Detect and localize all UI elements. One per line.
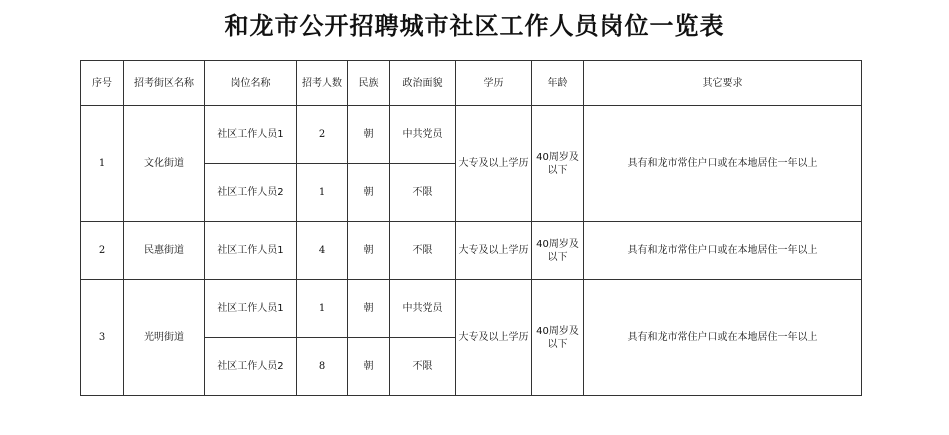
political-status: 中共党员 bbox=[390, 106, 456, 164]
header-count: 招考人数 bbox=[297, 61, 348, 106]
other-requirements: 具有和龙市常住户口或在本地居住一年以上 bbox=[584, 222, 862, 280]
ethnicity: 朝 bbox=[348, 164, 390, 222]
age-requirement: 40周岁及以下 bbox=[532, 222, 584, 280]
row-index: 2 bbox=[81, 222, 124, 280]
row-index: 3 bbox=[81, 280, 124, 396]
ethnicity: 朝 bbox=[348, 222, 390, 280]
header-street: 招考街区名称 bbox=[124, 61, 205, 106]
page-title: 和龙市公开招聘城市社区工作人员岗位一览表 bbox=[224, 11, 725, 40]
political-status: 不限 bbox=[390, 338, 456, 396]
ethnicity: 朝 bbox=[348, 280, 390, 338]
street-name: 文化街道 bbox=[124, 106, 205, 222]
political-status: 中共党员 bbox=[390, 280, 456, 338]
post-name: 社区工作人员2 bbox=[205, 164, 297, 222]
row-index: 1 bbox=[81, 106, 124, 222]
header-other: 其它要求 bbox=[584, 61, 862, 106]
header-politics: 政治面貌 bbox=[390, 61, 456, 106]
street-name: 民惠街道 bbox=[124, 222, 205, 280]
recruit-count: 4 bbox=[297, 222, 348, 280]
recruit-count: 2 bbox=[297, 106, 348, 164]
ethnicity: 朝 bbox=[348, 106, 390, 164]
age-requirement: 40周岁及以下 bbox=[532, 280, 584, 396]
post-name: 社区工作人员1 bbox=[205, 106, 297, 164]
education: 大专及以上学历 bbox=[456, 222, 532, 280]
post-name: 社区工作人员2 bbox=[205, 338, 297, 396]
other-requirements: 具有和龙市常住户口或在本地居住一年以上 bbox=[584, 280, 862, 396]
recruit-count: 1 bbox=[297, 164, 348, 222]
table-row bbox=[81, 106, 862, 164]
age-requirement: 40周岁及以下 bbox=[532, 106, 584, 222]
other-requirements: 具有和龙市常住户口或在本地居住一年以上 bbox=[584, 106, 862, 222]
positions-table bbox=[80, 60, 862, 396]
table-row bbox=[81, 222, 862, 280]
header-index: 序号 bbox=[81, 61, 124, 106]
header-post: 岗位名称 bbox=[205, 61, 297, 106]
recruit-count: 1 bbox=[297, 280, 348, 338]
header-ethnicity: 民族 bbox=[348, 61, 390, 106]
education: 大专及以上学历 bbox=[456, 106, 532, 222]
header-education: 学历 bbox=[456, 61, 532, 106]
street-name: 光明街道 bbox=[124, 280, 205, 396]
table-row bbox=[81, 280, 862, 338]
header-age: 年龄 bbox=[532, 61, 584, 106]
header-row bbox=[81, 61, 862, 106]
post-name: 社区工作人员1 bbox=[205, 280, 297, 338]
political-status: 不限 bbox=[390, 164, 456, 222]
education: 大专及以上学历 bbox=[456, 280, 532, 396]
ethnicity: 朝 bbox=[348, 338, 390, 396]
political-status: 不限 bbox=[390, 222, 456, 280]
post-name: 社区工作人员1 bbox=[205, 222, 297, 280]
recruit-count: 8 bbox=[297, 338, 348, 396]
